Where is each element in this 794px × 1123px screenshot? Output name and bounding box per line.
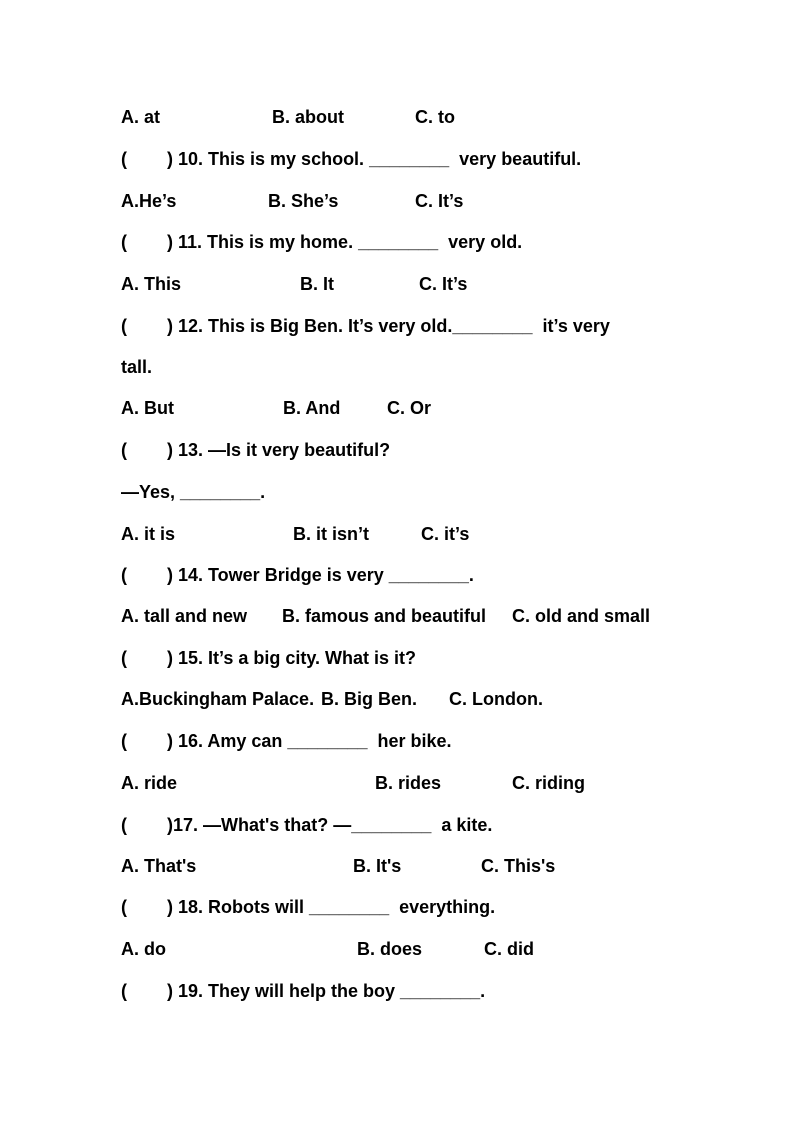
option-a: A. That's <box>121 856 197 876</box>
option-a: A. But <box>121 398 174 418</box>
question-18: ( ) 18. Robots will ________ everything. <box>121 897 496 917</box>
option-b: B. about <box>272 107 344 127</box>
option-b: B. famous and beautiful <box>282 606 487 626</box>
question-16: ( ) 16. Amy can ________ her bike. <box>121 731 452 751</box>
option-c: C. riding <box>512 773 585 793</box>
option-a: A. it is <box>121 524 176 544</box>
option-c: C. it’s <box>421 524 470 544</box>
option-a: A.Buckingham Palace. <box>121 689 315 709</box>
option-b: B. rides <box>375 773 442 793</box>
option-c: C. It’s <box>419 274 468 294</box>
question-15: ( ) 15. It’s a big city. What is it? <box>121 648 417 668</box>
option-a: A. tall and new <box>121 606 248 626</box>
question-12: ( ) 12. This is Big Ben. It’s very old.________ it’s very <box>121 316 610 336</box>
question-13-answer: —Yes, ________. <box>121 482 266 502</box>
question-13: ( ) 13. —Is it very beautiful? <box>121 440 391 460</box>
option-c: C. Or <box>387 398 432 418</box>
option-a: A.He’s <box>121 191 177 211</box>
option-b: B. It <box>300 274 334 294</box>
option-b: B. Big Ben. <box>321 689 418 709</box>
option-a: A. at <box>121 107 161 127</box>
question-11: ( ) 11. This is my home. ________ very old. <box>121 232 523 252</box>
question-17: ( )17. —What's that? —________ a kite. <box>121 815 493 835</box>
option-a: A. do <box>121 939 166 959</box>
option-b: B. it isn’t <box>293 524 369 544</box>
option-c: C. This's <box>481 856 556 876</box>
question-12-continued: tall. <box>121 357 153 377</box>
question-10: ( ) 10. This is my school. ________ very beautiful. <box>121 149 582 169</box>
option-b: B. She’s <box>268 191 339 211</box>
option-b: B. And <box>283 398 341 418</box>
option-b: B. does <box>357 939 423 959</box>
question-19: ( ) 19. They will help the boy ________. <box>121 981 486 1001</box>
question-14: ( ) 14. Tower Bridge is very ________. <box>121 565 474 585</box>
option-c: C. It’s <box>415 191 464 211</box>
option-c: C. did <box>484 939 534 959</box>
option-a: A. This <box>121 274 182 294</box>
option-c: C. old and small <box>512 606 651 626</box>
option-b: B. It's <box>353 856 402 876</box>
option-a: A. ride <box>121 773 178 793</box>
option-c: C. to <box>415 107 455 127</box>
option-c: C. London. <box>449 689 543 709</box>
